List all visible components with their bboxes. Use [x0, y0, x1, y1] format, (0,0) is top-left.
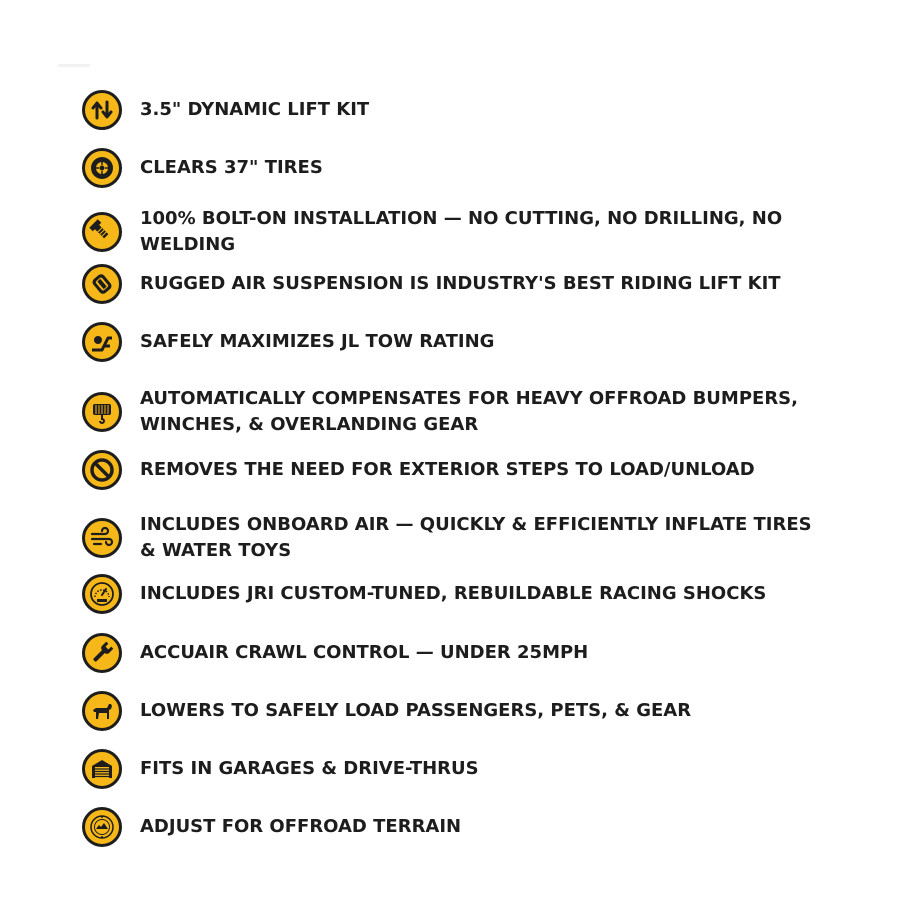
- feature-label: INCLUDES ONBOARD AIR — QUICKLY & EFFICIENTLY INFLATE TIRES & WATER TOYS: [140, 514, 812, 561]
- air-spring-icon: [82, 264, 122, 304]
- feature-label: ACCUAIR CRAWL CONTROL — UNDER 25MPH: [140, 642, 589, 663]
- feature-label: RUGGED AIR SUSPENSION IS INDUSTRY'S BEST RIDING LIFT KIT: [140, 273, 781, 294]
- lift-arrows-icon: [82, 90, 122, 130]
- feature-row-air-suspension: [82, 264, 842, 304]
- winch-icon: [82, 392, 122, 432]
- feature-label: 100% BOLT-ON INSTALLATION — NO CUTTING, NO DRILLING, NO WELDING: [140, 208, 783, 255]
- feature-row-terrain: [82, 807, 842, 847]
- feature-label: REMOVES THE NEED FOR EXTERIOR STEPS TO LOAD/UNLOAD: [140, 459, 755, 480]
- garage-icon: [82, 749, 122, 789]
- feature-row-racing-shocks: [82, 574, 842, 614]
- dog-icon: [82, 691, 122, 731]
- bolt-icon: [82, 212, 122, 252]
- feature-row-bolt-on: [82, 206, 842, 258]
- feature-row-compensates: [82, 386, 842, 438]
- feature-label: SAFELY MAXIMIZES JL TOW RATING: [140, 331, 495, 352]
- feature-row-garages: [82, 749, 842, 789]
- feature-row-no-steps: [82, 450, 842, 490]
- feature-label: FITS IN GARAGES & DRIVE-THRUS: [140, 758, 479, 779]
- wrench-icon: [82, 633, 122, 673]
- tow-hitch-icon: [82, 322, 122, 362]
- feature-label: ADJUST FOR OFFROAD TERRAIN: [140, 816, 462, 837]
- feature-row-crawl-control: [82, 633, 842, 673]
- feature-row-onboard-air: [82, 512, 842, 564]
- feature-label: INCLUDES JRI CUSTOM-TUNED, REBUILDABLE RACING SHOCKS: [140, 583, 767, 604]
- feature-row-tires: [82, 148, 842, 188]
- corner-mark: [58, 64, 90, 67]
- feature-label: LOWERS TO SAFELY LOAD PASSENGERS, PETS, & GEAR: [140, 700, 692, 721]
- feature-row-tow-rating: [82, 322, 842, 362]
- wind-icon: [82, 518, 122, 558]
- no-symbol-icon: [82, 450, 122, 490]
- feature-row-lowers: [82, 691, 842, 731]
- feature-label: AUTOMATICALLY COMPENSATES FOR HEAVY OFFROAD BUMPERS, WINCHES, & OVERLANDING GEAR: [140, 388, 798, 435]
- terrain-badge-icon: [82, 807, 122, 847]
- tire-icon: [82, 148, 122, 188]
- feature-row-lift-kit: [82, 90, 842, 130]
- feature-label: 3.5" DYNAMIC LIFT KIT: [140, 99, 370, 120]
- gauge-icon: [82, 574, 122, 614]
- feature-label: CLEARS 37" TIRES: [140, 157, 323, 178]
